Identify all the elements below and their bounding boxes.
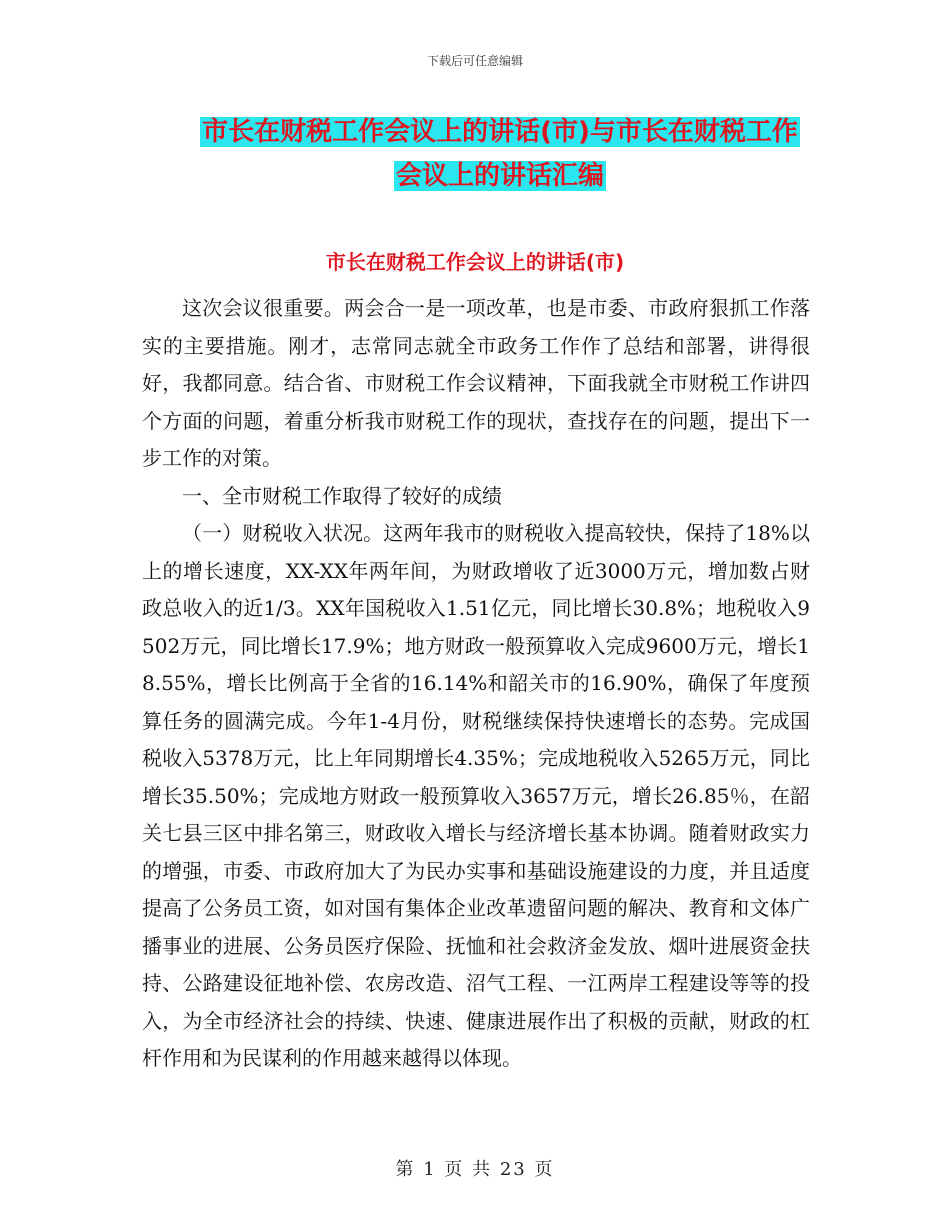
document-title — [140, 110, 860, 198]
paragraph-revenue: （一）财税收入状况。这两年我市的财税收入提高较快，保持了18%以上的增长速度，XX-XX年两年间，为财政增收了近3000万元，增加数占财政总收入的近1/3。XX年国税收入1.51亿元，同比增长30.8%；地税收入9502万元，同比增长17.9%；地方财政一般预算收入完成9600万元，增长18.55%，增长比例高于全省的16.14%和韶关市的16.90%，确保了年度预算任务的圆满完成。今年1-4月份，财税继续保持快速增长的态势。完成国税收入5378万元，比上年同期增长4.35%；完成地税收入5265万元，同比增长35.50%；完成地方财政一般预算收入3657万元，增长26.85％，在韶关七县三区中排名第三，财政收入增长与经济增长基本协调。随着财政实力的增强，市委、市政府加大了为民办实事和基础设施建设的力度，并且适度提高了公务员工资，如对国有集体企业改革遗留问题的解决、教育和文体广播事业的进展、公务员医疗保险、抚恤和社会救济金发放、烟叶进展资金扶持、公路建设征地补偿、农房改造、沼气工程、一江两岸工程建设等等的投入，为全市经济社会的持续、快速、健康进展作出了积极的贡献，财政的杠杆作用和为民谋利的作用越来越得以体现。 — [142, 521, 810, 1070]
document-title-line-1: 市长在财税工作会议上的讲话(市)与市长在财税工作 — [202, 117, 798, 147]
page-number: 第 1 页 共 23 页 — [395, 1159, 555, 1180]
header-note: 下载后可任意编辑 — [426, 54, 523, 68]
section-title: 市长在财税工作会议上的讲话(市) — [325, 250, 625, 274]
paragraph-intro: 这次会议很重要。两会合一是一项改革，也是市委、市政府狠抓工作落实的主要措施。刚才，志常同志就全市政务工作作了总结和部署，讲得很好，我都同意。结合省、市财税工作会议精神，下面我就全市财税工作讲四个方面的问题，着重分析我市财税工作的现状，查找存在的问题，提出下一步工作的对策。 — [142, 296, 810, 470]
document-body — [142, 290, 810, 1078]
paragraph-heading: 一、全市财税工作取得了较好的成绩 — [182, 483, 502, 508]
document-title-line-2: 会议上的讲话汇编 — [395, 161, 604, 191]
